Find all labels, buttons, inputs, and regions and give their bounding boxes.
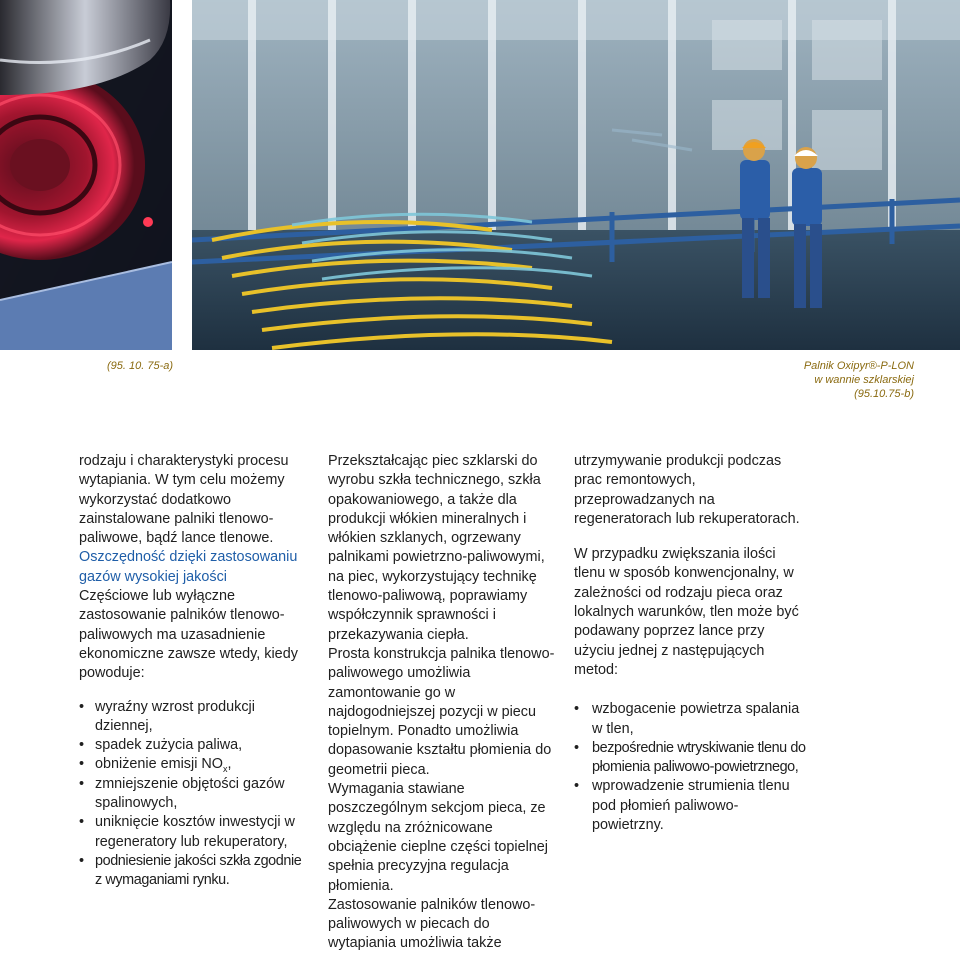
list-item: • wzbogacenie powietrza spalania w tlen, [574, 700, 806, 739]
list-item: • podniesienie jakości szkła zgodnie z wymaganiami rynku. [79, 852, 309, 891]
caption-left: (95. 10. 75-a) [107, 360, 174, 372]
col2-paragraph-1: Przekształcając piec szklarski do wyrobu szkła technicznego, szkła opakowaniowego, a także dla produkcji włókien mineralnych i włókien szklanych, ogrzewany palnikami powietrzno-paliwowymi, na piec, wykorzystujący technikę tlenowo-paliwową, poprawiamy współczynnik sprawności i przekazywania ciepła. [328, 453, 545, 643]
col1-intro: rodzaju i charakterystyki procesu wytapiania. W tym celu możemy wykorzystać dodatkowo zainstalowane palniki tlenowo-paliwowe, bądź lance tlenowe. [79, 453, 289, 547]
paragraph-gap [574, 529, 806, 545]
col3-paragraph-1: utrzymywanie produkcji podczas prac remontowych, przeprowadzanych na regeneratorach lub rekuperatorach. [574, 453, 800, 527]
list-item: • wyraźny wzrost produkcji dziennej, [79, 698, 309, 737]
furnace-photo [192, 0, 960, 350]
furnace-illustration [192, 0, 960, 350]
list-item: • wprowadzenie strumienia tlenu pod płomień paliwowo-powietrzny. [574, 777, 806, 835]
col2-paragraph-3: Wymagania stawiane poszczególnym sekcjom pieca, ze względu na zróżnicowane obciążenie cieplne części topielnej spełnia precyzyjna regulacja płomienia. [328, 781, 548, 894]
list-item: • uniknięcie kosztów inwestycji w regeneratory lub rekuperatory, [79, 813, 309, 852]
list-item: • zmniejszenie objętości gazów spalinowych, [79, 775, 309, 814]
col3-paragraph-2: W przypadku zwiększania ilości tlenu w sposób konwencjonalny, w zależności od rodzaju pieca oraz lokalnych warunków, tlen może być podawany poprzez lance przy użyciu jednej z następujących metod: [574, 546, 799, 678]
nox-text: obniżenie emisji NO [95, 756, 223, 773]
caption-right-line1: Palnik Oxipyr®-P-LON [803, 360, 914, 372]
caption-right-line3: (95.10.75-b) [854, 388, 914, 400]
col3-bullet-list [574, 700, 806, 835]
col1-body: Częściowe lub wyłączne zastosowanie palników tlenowo-paliwowych ma uzasadnienie ekonomiczne zawsze wtedy, kiedy powoduje: [79, 588, 298, 682]
caption-right [804, 359, 914, 401]
hob-photo [0, 0, 172, 350]
text-column-3 [574, 452, 806, 835]
text-column-2 [328, 452, 556, 954]
nox-subscript: x [222, 764, 228, 775]
list-item [79, 755, 309, 774]
caption-right-line2: w wannie szklarskiej [814, 374, 914, 386]
col2-paragraph-4: Zastosowanie palników tlenowo-paliwowych w piecach do wytapiania umożliwia także [328, 896, 536, 952]
text-column-1 [79, 452, 309, 891]
nox-suffix: , [227, 756, 232, 773]
list-item: • spadek zużycia paliwa, [79, 736, 309, 755]
col1-bullet-list [79, 698, 309, 891]
list-item: • bezpośrednie wtryskiwanie tlenu do płomienia paliwowo-powietrznego, [574, 739, 806, 778]
hob-illustration [0, 0, 172, 350]
section-heading: Oszczędność dzięki zastosowaniu gazów wysokiej jakości [79, 549, 298, 585]
col2-paragraph-2: Prosta konstrukcja palnika tlenowo-paliwowego umożliwia zamontowanie go w najdogodniejszej pozycji w piecu topielnym. Ponadto umożliwia dopasowanie kształtu płomienia do geometrii pieca. [328, 645, 555, 778]
